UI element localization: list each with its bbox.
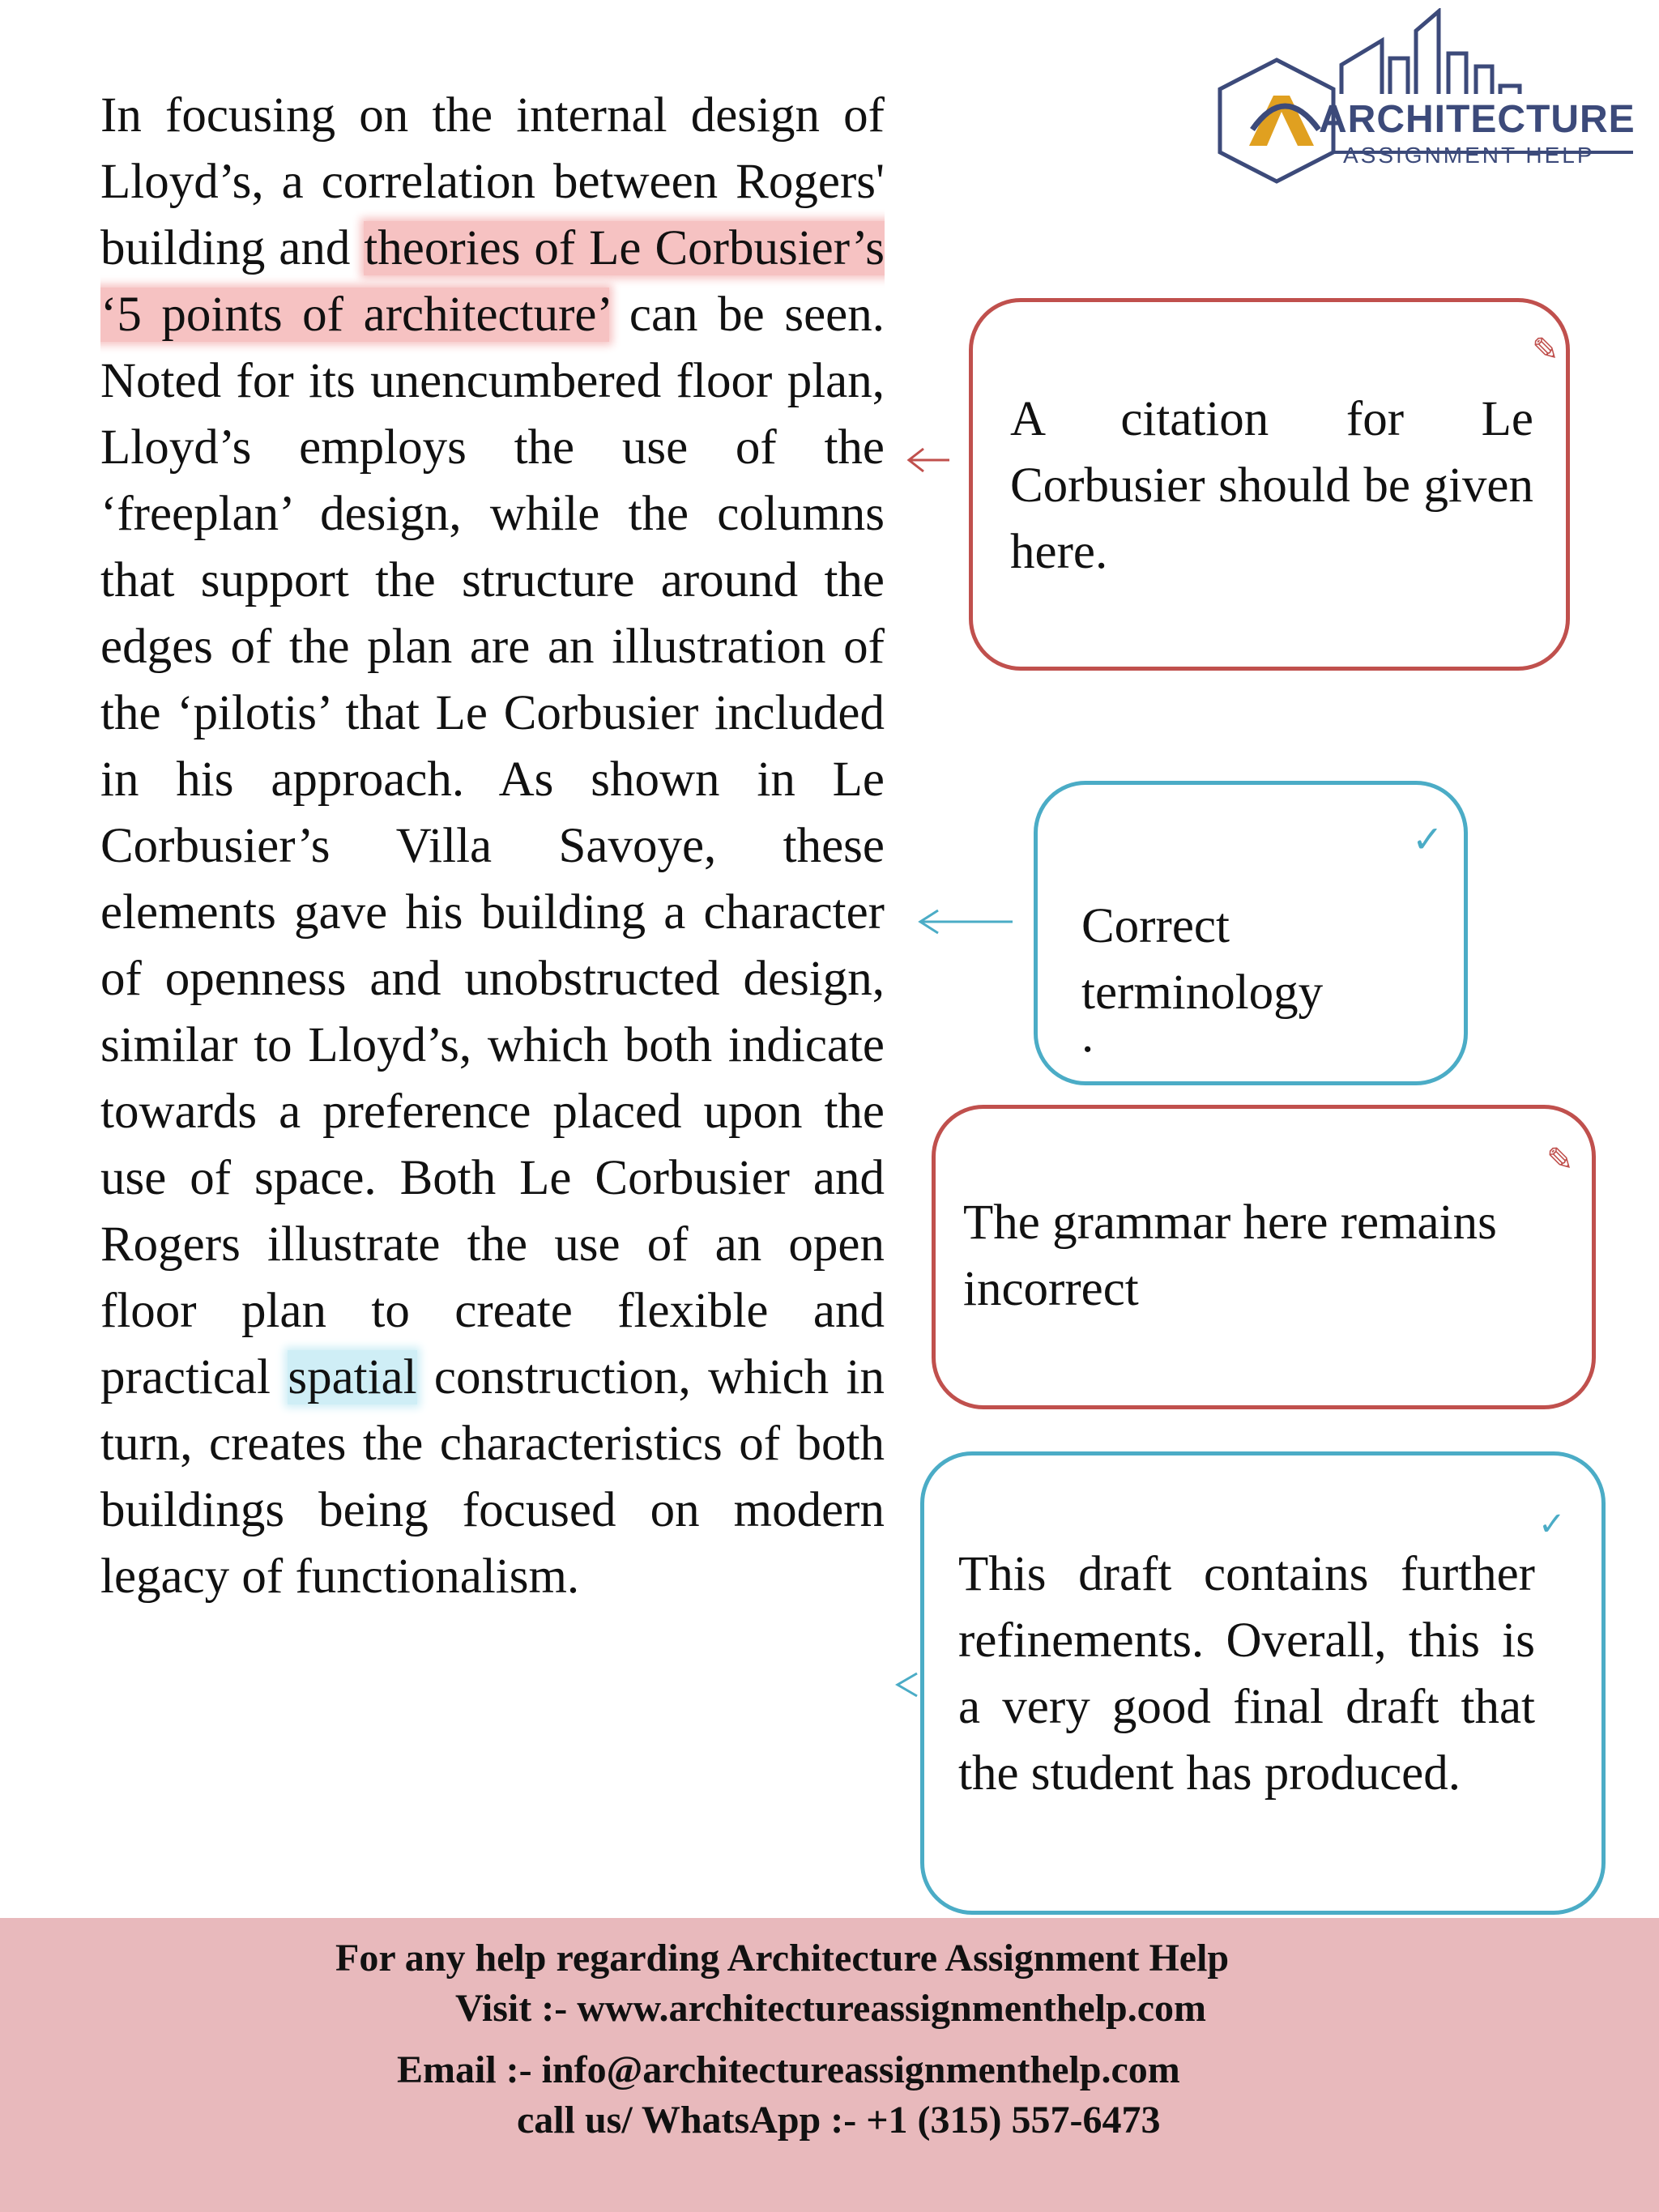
logo-subtitle: ASSIGNMENT HELP <box>1343 143 1595 168</box>
company-logo <box>1196 8 1649 194</box>
essay-text-part-2: can be seen. Noted for its unencumbered floor plan, Lloyd’s employs the use of the ‘freeplan’ design, while the columns that support the structure around the edges of the plan are an illustration of the ‘pilotis’ that Le Corbusier included in his approach. As shown in Le Corbusier’s Villa Savoye, these elements gave his building a character of openness and unobstructed design, similar to Lloyd’s, which both indicate towards a preference placed upon the use of space. Both Le Corbusier and Rogers illustrate the use of an open floor plan to create flexible and practical <box>100 288 885 1404</box>
footer-help-line: For any help regarding Architecture Assignment Help <box>335 1937 1230 1980</box>
footer-phone-link[interactable]: call us/ WhatsApp :- +1 (315) 557-6473 <box>517 2099 1161 2142</box>
essay-text-part-1: In focusing on the internal design of Lloyd’s, a correlation between Rogers' building and <box>100 88 885 275</box>
highlight-spatial: spatial <box>288 1350 417 1404</box>
essay-text-part-3: construction, which in turn, creates the characteristics of both buildings being focused on modern legacy of functionalism. <box>100 1350 885 1604</box>
comment-grammar <box>932 1105 1596 1409</box>
comment-final-draft <box>920 1451 1606 1915</box>
comment-text: Correct terminology <box>1081 899 1324 1020</box>
arrow-left-icon <box>891 1669 923 1701</box>
essay-paragraph <box>100 83 885 1610</box>
footer-email-link[interactable]: Email :- info@architectureassignmenthelp.com <box>397 2048 1180 2091</box>
comment-text: The grammar here remains incorrect <box>963 1196 1497 1316</box>
pencil-icon: ✎ <box>1532 331 1559 369</box>
highlight-le-corbusier-theory: theories of Le Corbusier’s ‘5 points of architecture’ <box>100 221 885 342</box>
comment-extra: . <box>1081 1008 1094 1063</box>
pencil-icon: ✎ <box>1546 1141 1574 1178</box>
checkmark-icon: ✓ <box>1412 817 1444 861</box>
checkmark-icon: ✓ <box>1538 1506 1566 1543</box>
comment-text: This draft contains further refinements. Overall, this is a very good final draft that the student has produced. <box>958 1547 1535 1801</box>
footer-website-link[interactable]: Visit :- www.architectureassignmenthelp.com <box>455 1987 1206 2030</box>
logo-title: ARCHITECTURE <box>1319 98 1636 141</box>
contact-footer <box>0 1918 1659 2212</box>
comment-citation <box>969 298 1570 671</box>
arrow-left-icon <box>906 444 951 476</box>
arrow-left-icon <box>917 906 1014 938</box>
comment-text: A citation for Le Corbusier should be given here. <box>1010 392 1533 579</box>
comment-terminology <box>1034 781 1468 1085</box>
